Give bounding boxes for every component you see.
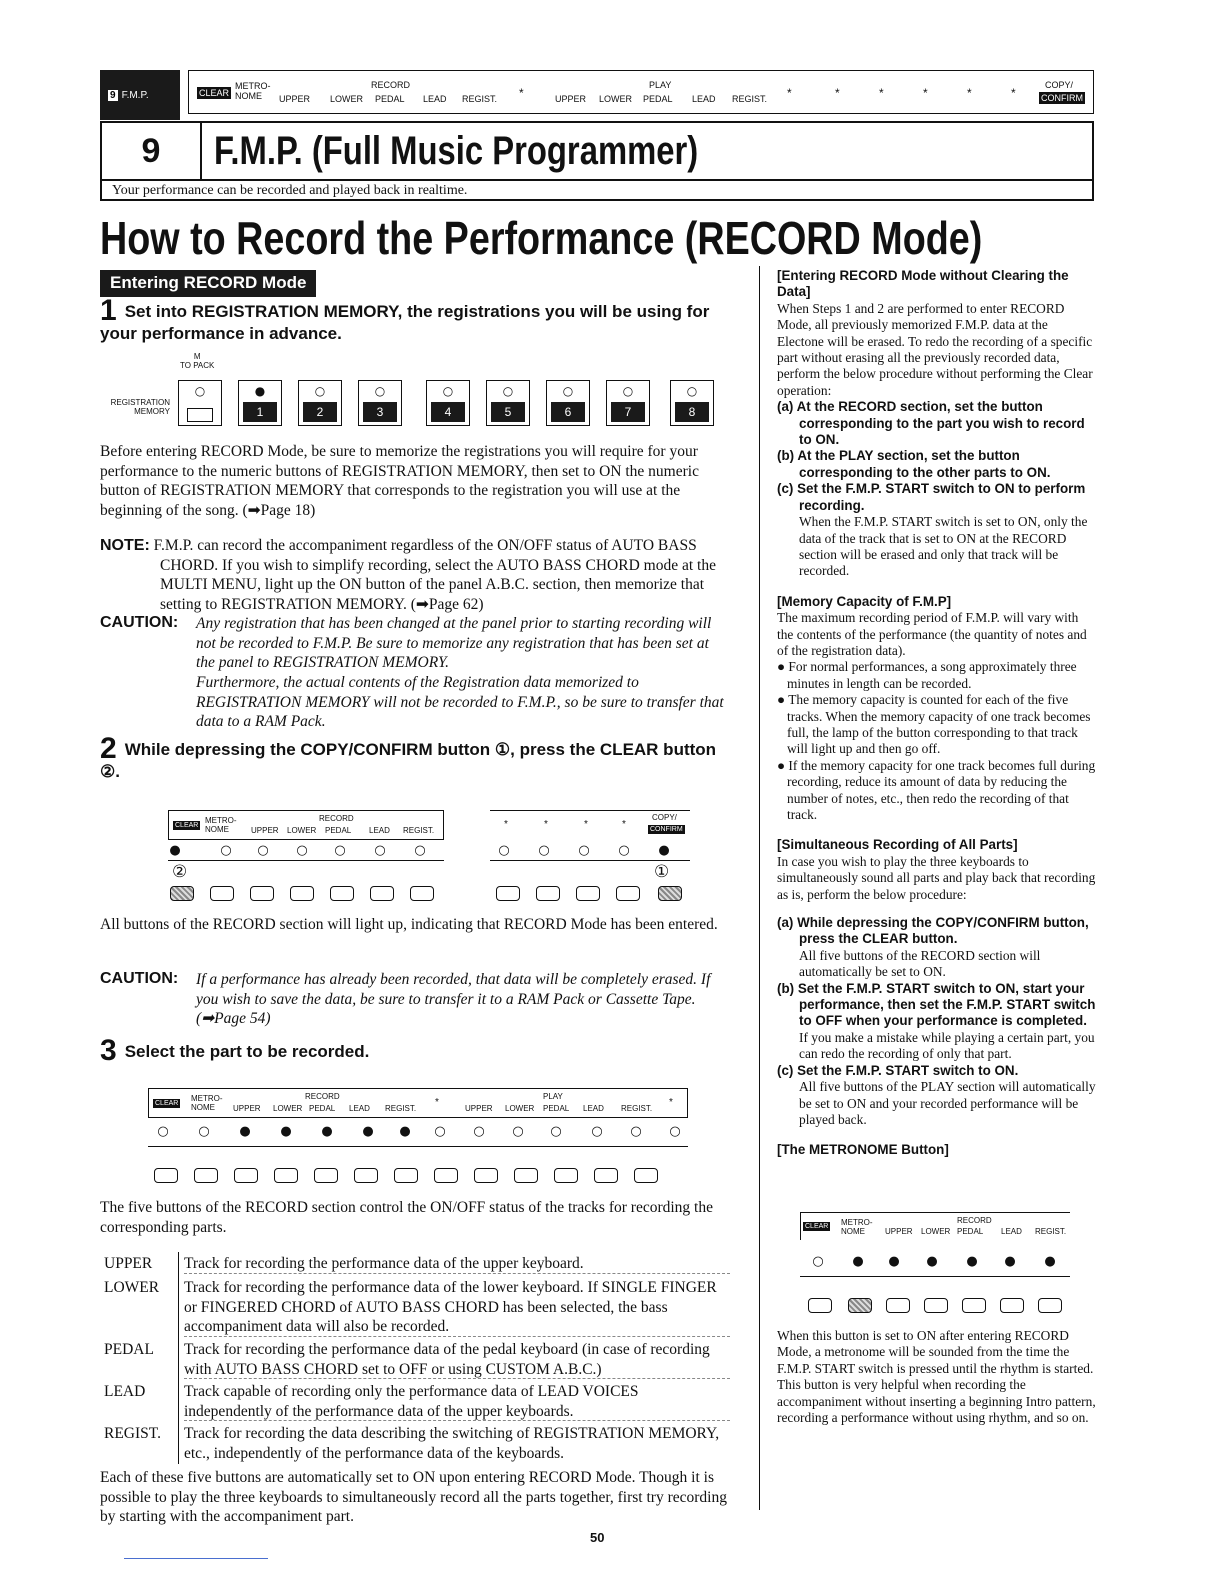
led: ○ [198, 1124, 210, 1139]
step-number: 3 [100, 1034, 117, 1067]
panel-button[interactable] [290, 886, 314, 901]
record-play-panel-diagram: CLEAR METRO- NOME RECORD UPPER LOWER PEDAL LEAD REGIST. * PLAY UPPER LOWER PEDAL LEAD REGIST. * [148, 1088, 688, 1118]
metronome-panel-diagram: CLEAR METRO- NOME RECORD UPPER LOWER PEDAL LEAD REGIST. [800, 1212, 1070, 1240]
play-regist: REGIST. [732, 94, 768, 104]
copy-confirm-button[interactable] [658, 886, 682, 901]
chapter-title: F.M.P. (Full Music Programmer) [214, 129, 699, 173]
right-heading: [Simultaneous Recording of All Parts] [777, 837, 1018, 853]
clear-button[interactable] [170, 886, 194, 901]
step-text: While depressing the COPY/CONFIRM button ①, press the CLEAR button ②. [100, 740, 717, 781]
caution-label: CAUTION: [100, 970, 179, 987]
led: ● [1044, 1254, 1056, 1269]
chapter-tab-label: F.M.P. [121, 89, 149, 101]
page-number: 50 [590, 1530, 605, 1545]
step-number: 1 [100, 294, 117, 327]
m-button[interactable]: ○ [178, 380, 222, 426]
right-paragraph: The maximum recording period of F.M.P. will vary with the contents of the performance (the quantity of notes and of the registration data). [777, 610, 1087, 658]
panel-button[interactable] [234, 1168, 258, 1183]
play-group-label: PLAY [649, 80, 672, 90]
step-1 [100, 294, 740, 345]
caution-label: CAUTION: [100, 614, 179, 631]
right-step-text: All five buttons of the PLAY section will automatically be set to ON and your recorded performance will be played back. [799, 1079, 1096, 1127]
caution-text: Any registration that has been changed at the panel prior to starting recording will not be recorded to F.M.P. Be sure to memorize any registration that has been set at the panel to REGISTRATION MEMORY. [196, 615, 712, 671]
panel-button[interactable] [1000, 1298, 1024, 1313]
panel-button[interactable] [370, 886, 394, 901]
led: ○ [257, 843, 269, 858]
right-column [777, 268, 1097, 1159]
led: ● [1004, 1254, 1016, 1269]
star: * [1011, 86, 1016, 100]
right-step-text: All five buttons of the RECORD section will automatically be set to ON. [799, 947, 1041, 980]
registration-button-5[interactable]: ○ 5 [486, 380, 530, 426]
record-panel-diagram: CLEAR METRO- NOME RECORD UPPER LOWER PEDAL LEAD REGIST. [168, 810, 444, 840]
rec-upper: UPPER [279, 94, 311, 104]
rec-regist: REGIST. [462, 94, 498, 104]
led: ○ [220, 843, 232, 858]
panel-button[interactable] [474, 1168, 498, 1183]
panel-button[interactable] [808, 1298, 832, 1313]
rec-pedal: PEDAL [375, 94, 405, 104]
right-heading: [Entering RECORD Mode without Clearing the Data] [777, 268, 1069, 300]
panel-button[interactable] [962, 1298, 986, 1313]
registration-button-7[interactable]: ○ 7 [606, 380, 650, 426]
right-heading: [The METRONOME Button] [777, 1142, 949, 1158]
star: * [835, 86, 840, 100]
registration-button-8[interactable]: ○ 8 [670, 380, 714, 426]
panel-button[interactable] [314, 1168, 338, 1183]
row-divider [184, 1378, 730, 1379]
right-step: (a) At the RECORD section, set the button corresponding to the part you wish to record to ON. [777, 399, 1085, 448]
registration-button-4[interactable]: ○ 4 [426, 380, 470, 426]
metronome-paragraph: When this button is set to ON after entering RECORD Mode, a metronome will be sounded from the time the F.M.P. START switch is pressed until the rhythm is started. This button is very helpful when recording the accompaniment without inserting a beginning Intro pattern, recording a performance without using rhythm, and so on. [777, 1328, 1096, 1426]
led: ○ [498, 843, 510, 858]
led: ● [852, 1254, 864, 1269]
row-divider [184, 1420, 730, 1421]
panel-button[interactable] [330, 886, 354, 901]
caution-text: If a performance has already been recorded, that data will be completely erased. If you wish to save the data, be sure to transfer it to a RAM Pack or Cassette Tape. (➡Page 54) [196, 971, 711, 1027]
registration-button-1[interactable]: ● 1 [238, 380, 282, 426]
panel-button[interactable] [154, 1168, 178, 1183]
led: ○ [296, 843, 308, 858]
panel-button[interactable] [410, 886, 434, 901]
star: * [967, 86, 972, 100]
row-divider [184, 1273, 730, 1274]
step-text: Select the part to be recorded. [124, 1042, 370, 1061]
footer-line [124, 1558, 268, 1559]
right-step: (a) While depressing the COPY/CONFIRM button, press the CLEAR button. [777, 915, 1089, 947]
marker-1: ① [654, 862, 670, 882]
play-lead: LEAD [692, 94, 716, 104]
panel-button[interactable] [576, 886, 600, 901]
panel-button[interactable] [514, 1168, 538, 1183]
step-number: 2 [100, 732, 117, 765]
panel-button[interactable] [496, 886, 520, 901]
table-divider [178, 1252, 179, 1464]
led: ● [966, 1254, 978, 1269]
led: ○ [669, 1124, 681, 1139]
panel-button[interactable] [924, 1298, 948, 1313]
closing-paragraph: Each of these five buttons are automatically set to ON upon entering RECORD Mode. Though it is possible to play the three keyboards to simultaneously record all the parts together, first try recording by starting with the accompaniment part. [100, 1469, 727, 1525]
led: ○ [414, 843, 426, 858]
rec-lower: LOWER [330, 94, 364, 104]
panel-button[interactable] [634, 1168, 658, 1183]
step-2 [100, 732, 740, 783]
panel-button[interactable] [354, 1168, 378, 1183]
page-heading: How to Record the Performance (RECORD Mode) [100, 212, 983, 264]
panel-button[interactable] [536, 886, 560, 901]
clear-chip: CLEAR [199, 88, 230, 98]
row-divider [184, 1336, 730, 1337]
record-group-label: RECORD [371, 80, 411, 90]
play-pedal: PEDAL [643, 94, 673, 104]
panel-button[interactable] [886, 1298, 910, 1313]
led: ○ [473, 1124, 485, 1139]
led: ● [658, 843, 670, 858]
to-pack-label: M TO PACK [180, 352, 215, 370]
copy-panel-diagram: * * * * COPY/ CONFIRM [490, 810, 690, 840]
panel-button[interactable] [274, 1168, 298, 1183]
star: * [787, 86, 792, 100]
panel-button[interactable] [250, 886, 274, 901]
chapter-header [100, 121, 1094, 201]
led: ● [362, 1124, 374, 1139]
panel-strip [188, 70, 1094, 114]
panel-button[interactable] [194, 1168, 218, 1183]
chapter-number: 9 [102, 123, 202, 179]
right-step: (b) At the PLAY section, set the button corresponding to the other parts to ON. [777, 448, 1051, 480]
led: ○ [374, 843, 386, 858]
right-paragraph: When Steps 1 and 2 are performed to enter RECORD Mode, all previously memorized F.M.P. data at the Electone will be erased. To redo the recording of a specific part without erasing all the previously recorded data, perform the below procedure without performing the Clear operation: [777, 300, 1093, 398]
right-bullet: ● For normal performances, a song approximately three minutes in length can be recorded. [777, 659, 1077, 691]
copy-label: COPY/ [1045, 80, 1074, 90]
section-badge: Entering RECORD Mode [100, 270, 316, 297]
led: ○ [812, 1254, 824, 1269]
step1-paragraph: Before entering RECORD Mode, be sure to memorize the registrations you will require for your performance to the numeric buttons of REGISTRATION MEMORY, then set to ON the numeric button of REGISTRATION MEMORY that corresponds to the registration you will use at the beginning of the song. (➡Page 18) [100, 443, 699, 519]
caution-text-2: Furthermore, the actual contents of the Registration data memorized to REGISTRATION MEMORY will not be recorded to F.M.P., so be sure to transfer that data to a RAM Pack. [196, 674, 724, 730]
led: ○ [334, 843, 346, 858]
right-step-text: When the F.M.P. START switch is set to ON, only the data of the track that is set to ON at the RECORD section will be erased and only that track will be recorded. [799, 514, 1088, 579]
star: * [879, 86, 884, 100]
column-divider [759, 266, 760, 1510]
note-label: NOTE: [100, 537, 150, 554]
right-heading: [Memory Capacity of F.M.P] [777, 593, 952, 609]
led: ● [280, 1124, 292, 1139]
led: ● [169, 843, 181, 858]
panel-button[interactable] [1038, 1298, 1062, 1313]
right-step: (c) Set the F.M.P. START switch to ON to perform recording. [777, 481, 1086, 513]
step2-paragraph: All buttons of the RECORD section will light up, indicating that RECORD Mode has been entered. [100, 916, 718, 933]
led: ● [321, 1124, 333, 1139]
panel-button[interactable] [594, 1168, 618, 1183]
panel-button[interactable] [434, 1168, 458, 1183]
led: ○ [630, 1124, 642, 1139]
right-paragraph: In case you wish to play the three keyboards to simultaneously sound all parts and play back that recording as is, perform the below procedure: [777, 853, 1096, 902]
panel-button[interactable] [210, 886, 234, 901]
registration-button-3[interactable]: ○ 3 [358, 380, 402, 426]
registration-button-6[interactable]: ○ 6 [546, 380, 590, 426]
led: ● [399, 1124, 411, 1139]
led: ○ [550, 1124, 562, 1139]
panel-button[interactable] [394, 1168, 418, 1183]
metronome-label: METRO- NOME [235, 81, 271, 101]
led: ○ [578, 843, 590, 858]
metronome-button[interactable] [848, 1298, 872, 1313]
note-text: F.M.P. can record the accompaniment regardless of the ON/OFF status of AUTO BASS CHORD. If you wish to simplify recording, select the AUTO BASS CHORD mode at the MULTI MENU, light up the ON button of the panel A.B.C. section, then memorize that setting to REGISTRATION MEMORY. (➡Page 62) [153, 537, 716, 613]
star: * [923, 86, 928, 100]
led: ○ [618, 843, 630, 858]
right-step: (b) Set the F.M.P. START switch to ON, start your performance, then set the F.M.P. START switch to OFF when your performance is completed. [777, 980, 1096, 1029]
led: ○ [591, 1124, 603, 1139]
chapter-tab [100, 70, 180, 120]
led: ○ [538, 843, 550, 858]
registration-button-2[interactable]: ○ 2 [298, 380, 342, 426]
led: ○ [157, 1124, 169, 1139]
step-3 [100, 1034, 740, 1067]
registration-memory-label: REGISTRATION MEMORY [110, 398, 170, 416]
panel-button[interactable] [554, 1168, 578, 1183]
chapter-subtitle: Your performance can be recorded and played back in realtime. [102, 179, 1092, 201]
led: ● [888, 1254, 900, 1269]
right-step-text: If you make a mistake while playing a certain part, you can redo the recording of only that part. [799, 1029, 1095, 1062]
confirm-chip: CONFIRM [1041, 93, 1083, 103]
play-lower: LOWER [599, 94, 633, 104]
led: ○ [512, 1124, 524, 1139]
play-upper: UPPER [555, 94, 587, 104]
chapter-tab-number: 9 [110, 89, 116, 101]
note [100, 536, 730, 614]
step3-paragraph: The five buttons of the RECORD section control the ON/OFF status of the tracks for recording the corresponding parts. [100, 1199, 713, 1236]
right-step: (c) Set the F.M.P. START switch to ON. [777, 1062, 1019, 1078]
right-bullet: ● If the memory capacity for one track becomes full during recording, reduce its amount of data by reducing the number of notes, etc., then redo the recording of that track. [777, 757, 1096, 822]
rec-lead: LEAD [423, 94, 447, 104]
right-bullet: ● The memory capacity is counted for each of the five tracks. When the memory capacity of one track becomes full, the lamp of the button corresponding to that track will light up and then go off. [777, 692, 1091, 757]
star: * [519, 86, 524, 100]
led: ● [239, 1124, 251, 1139]
marker-2: ② [172, 862, 188, 882]
led: ● [926, 1254, 938, 1269]
step-text: Set into REGISTRATION MEMORY, the registrations you will be using for your performance in advance. [100, 302, 710, 343]
led: ○ [434, 1124, 446, 1139]
panel-button[interactable] [616, 886, 640, 901]
